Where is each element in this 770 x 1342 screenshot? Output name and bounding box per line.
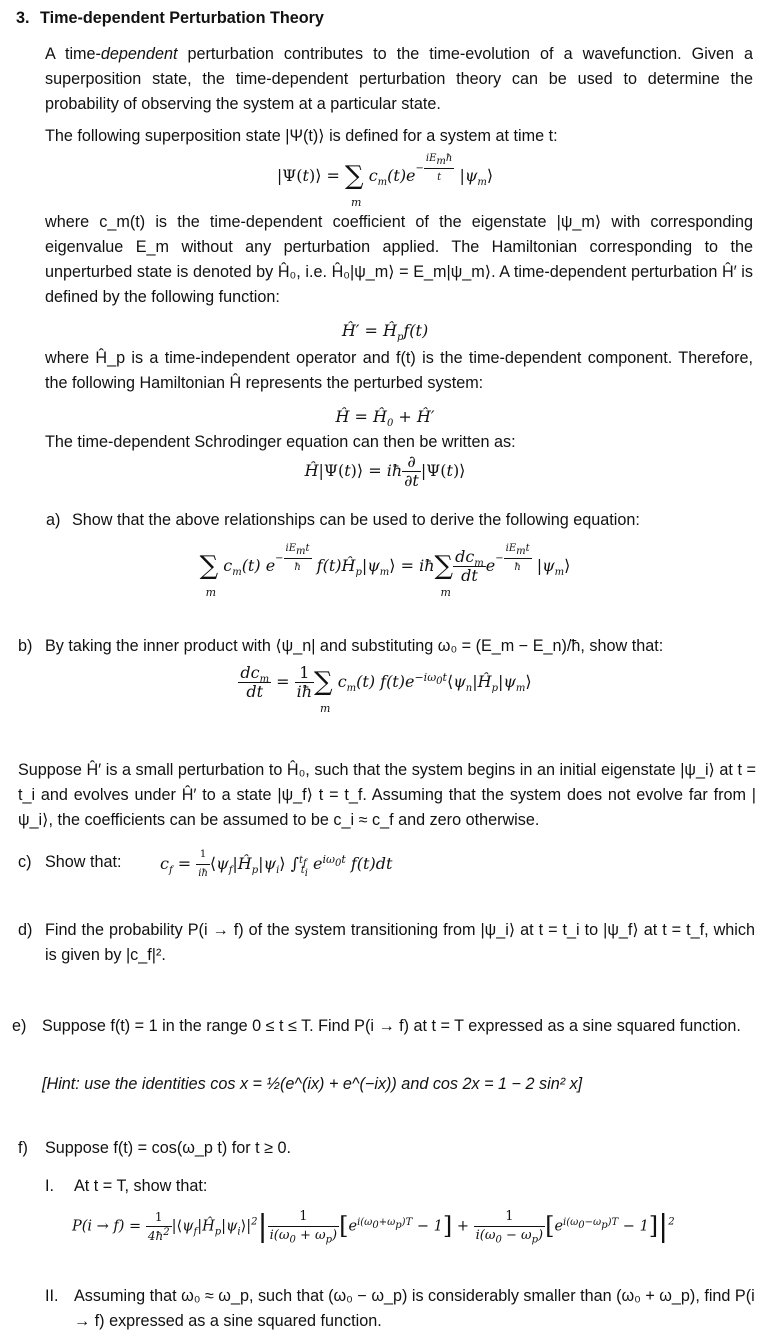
superposition-intro: The following superposition state |Ψ(t)⟩ is defined for a system at time t: bbox=[45, 127, 558, 145]
equation-part-c: $c_f$ = $\frac{1}{iħ}$ $⟨\psi_f|Ĥ_p|\psi_i⟩$ ∫$^{t_f}_{t_i}$ $e^{i\omega_0t}$ f(t)dt bbox=[160, 846, 392, 883]
intro-paragraph: A time-dependent perturbation contributes to the time-evolution of a wavefunction. Given a superposition state, the time-dependent perturbation theory can be used to determine the probability of observing the system at a particular state. bbox=[45, 45, 753, 113]
part-b-label: b) bbox=[18, 637, 33, 655]
equation-part-f1: P(i → f) = $\frac{1}{4ħ^2}$ $|⟨\psi_f|Ĥ_p|\psi_i⟩|^2|$ $\frac{1}{i(\omega_0 + \omega_p)}$ $[e^{i(\omega_0+\omega_p)T} - 1]$ + $\frac{1}{i(\omega_0 - \omega_p)}$ $[e^{i(\omega_0-\omega_p)T} - 1]|^2$ bbox=[72, 1209, 675, 1246]
part-e-text: Suppose f(t) = 1 in the range 0 ≤ t ≤ T. Find P(i → f) at t = T expressed as a sine squared function. bbox=[42, 1017, 741, 1035]
suppose-paragraph: Suppose Ĥ′ is a small perturbation to Ĥ₀, such that the system begins in an initial eigenstate |ψ_i⟩ at t = t_i and evolves under Ĥ′ to a state |ψ_f⟩ t = t_f. Assuming that the system does not evolve far from |ψ_i⟩, the coefficients can be assumed to be c_i ≈ c_f and zero otherwise. bbox=[18, 761, 756, 829]
tdse-intro: The time-dependent Schrodinger equation can then be written as: bbox=[45, 433, 516, 451]
part-f1-label: I. bbox=[45, 1177, 54, 1195]
part-e-hint: [Hint: use the identities cos x = ½(e^(ix) + e^(−ix)) and cos 2x = 1 − 2 sin² x] bbox=[42, 1075, 583, 1093]
equation-hamiltonian: Ĥ = $Ĥ_0$ + Ĥ′ bbox=[335, 407, 435, 430]
equation-part-a: ∑ m $c_m(t)$ $e^{- \frac{iE_mt}{ħ}}$ $f(t)Ĥ_p|\psi_m⟩$ = iħ∑ m $\frac{dc_m}{dt}$ $e^{- \frac{iE_mt}{ħ}}$ $|\psi_m⟩$ bbox=[0, 540, 770, 585]
equation-perturbation: Ĥ′ = $Ĥ_pf(t)$ bbox=[341, 321, 429, 344]
section-title: Time-dependent Perturbation Theory bbox=[40, 9, 324, 27]
part-a-text: Show that the above relationships can be used to derive the following equation: bbox=[72, 511, 640, 529]
part-f2-text: Assuming that ω₀ ≈ ω_p, such that (ω₀ − ω_p) is considerably smaller than (ω₀ + ω_p), find P(i → f) expressed as a sine squared function. bbox=[74, 1287, 755, 1330]
equation-superposition: |Ψ(t)⟩ = ∑ m $c_m(t)e^{- \frac{iE_mħ}{t}}$ $|\psi_m⟩$ bbox=[0, 150, 770, 189]
part-b-text: By taking the inner product with ⟨ψ_n| and substituting ω₀ = (E_m − E_n)/ħ, show that: bbox=[45, 637, 664, 655]
part-f1-text: At t = T, show that: bbox=[74, 1177, 208, 1195]
part-c-text: Show that: bbox=[45, 853, 122, 871]
part-f2-label: II. bbox=[45, 1287, 59, 1305]
section-number: 3. bbox=[16, 9, 30, 27]
section-heading bbox=[16, 6, 324, 31]
where-paragraph-1: where c_m(t) is the time-dependent coefficient of the eigenstate |ψ_m⟩ with corresponding eigenvalue E_m without any perturbation applied. The Hamiltonian corresponding to the unperturbed state is denoted by Ĥ₀, i.e. Ĥ₀|ψ_m⟩ = E_m|ψ_m⟩. A time-dependent perturbation Ĥ′ is defined by the following function: bbox=[45, 213, 753, 306]
part-f-text: Suppose f(t) = cos(ω_p t) for t ≥ 0. bbox=[45, 1139, 291, 1157]
equation-tdse: Ĥ|Ψ(t)⟩ = iħ $\frac{\partial}{\partial t}$ |Ψ(t)⟩ bbox=[304, 452, 466, 490]
part-e-label: e) bbox=[12, 1017, 27, 1035]
where-paragraph-2: where Ĥ_p is a time-independent operator and f(t) is the time-dependent component. Therefore, the following Hamiltonian Ĥ represents the perturbed system: bbox=[45, 349, 753, 392]
part-f-label: f) bbox=[18, 1139, 28, 1157]
equation-part-b: $\frac{dc_m}{dt}$ = $\frac{1}{iħ}$ ∑ m $c_m(t)$ $f(t)e^{-i\omega_0t}⟨\psi_n|Ĥ_p|\psi_m⟩$ bbox=[240, 663, 532, 715]
part-d-text: Find the probability P(i → f) of the system transitioning from |ψ_i⟩ at t = t_i to |ψ_f⟩ at t = t_f, which is given by |c_f|². bbox=[45, 921, 755, 964]
part-c-label: c) bbox=[18, 853, 32, 871]
part-a-label: a) bbox=[46, 511, 61, 529]
part-d-label: d) bbox=[18, 921, 33, 939]
